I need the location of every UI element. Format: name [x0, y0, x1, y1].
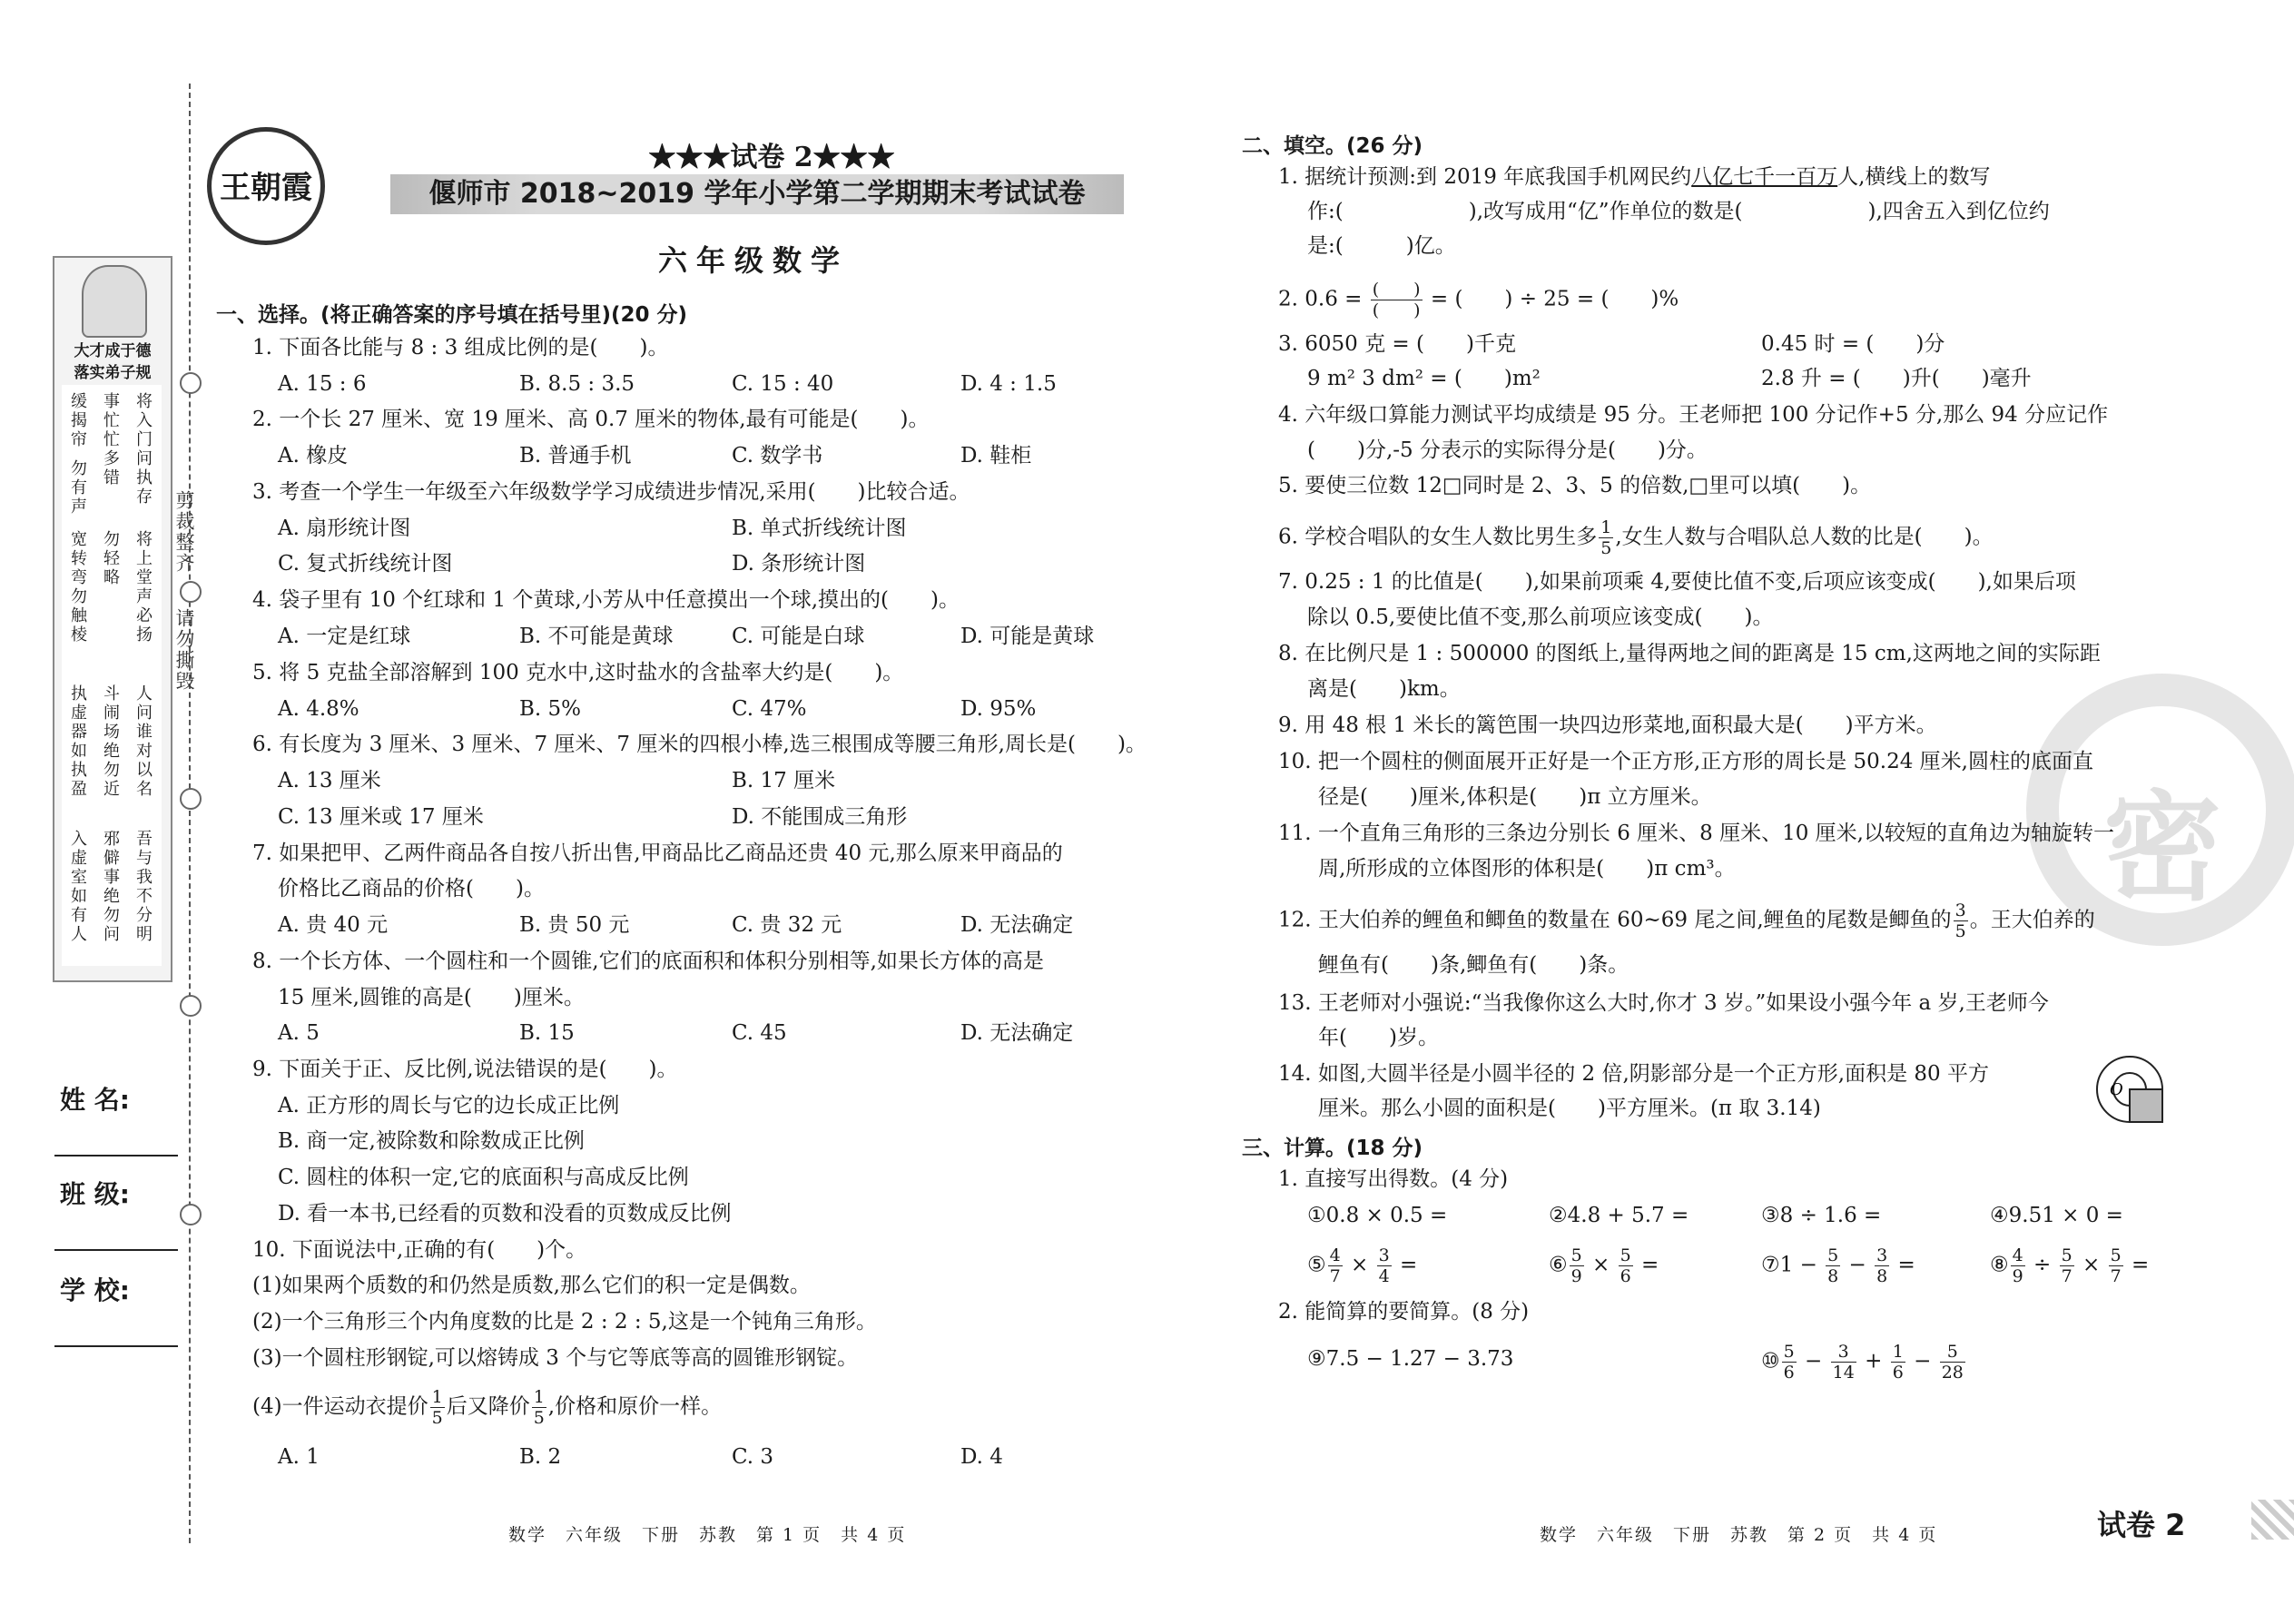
question-10-item: (4)一件运动衣提价 $\frac{1}{5}$ 后又降价 $\frac{1}{5}$ ,价格和原价一样。	[252, 1387, 723, 1428]
option-d: D. 不能围成三角形	[732, 805, 908, 829]
school-field[interactable]	[54, 1345, 178, 1347]
fill-7-cont: 除以 0.5,要使比值不变,那么前项应该变成( )。	[1307, 605, 1774, 629]
section3-heading: 三、计算。(18 分)	[1242, 1137, 1423, 1160]
quote-column: 将上堂声必扬	[133, 530, 153, 645]
option-b: B. 15	[519, 1021, 575, 1045]
option-a: A. 贵 40 元	[278, 913, 389, 937]
calc-item: ②4.8 + 5.7 =	[1549, 1204, 1689, 1227]
binding-note: 请勿撕毁	[173, 608, 195, 692]
quote-column: 斗闹场绝勿近	[101, 684, 120, 799]
question-10-item: (1)如果两个质数的和仍然是质数,那么它们的积一定是偶数。	[252, 1274, 811, 1297]
name-label: 姓 名:	[60, 1085, 130, 1115]
option-c: C. 3	[732, 1445, 774, 1469]
option-b: B. 8.5 : 3.5	[519, 372, 635, 396]
question-8: 8. 一个长方体、一个圆柱和一个圆锥,它们的底面积和体积分别相等,如果长方体的高是	[252, 950, 1044, 973]
option-c: C. 45	[732, 1021, 787, 1045]
option-c: C. 47%	[732, 697, 807, 721]
option-c: C. 圆柱的体积一定,它的底面积与高成反比例	[278, 1166, 689, 1189]
paper-label-footer: 试卷 2	[2097, 1508, 2186, 1542]
fill-8: 8. 在比例尺是 1 : 500000 的图纸上,量得两地之间的距离是 15 cm,这两地之间的实际距	[1278, 642, 2101, 665]
question-10-item: (3)一个圆柱形钢锭,可以熔铸成 3 个与它等底等高的圆锥形钢锭。	[252, 1346, 859, 1370]
option-c: C. 15 : 40	[732, 372, 834, 396]
option-d: D. 可能是黄球	[960, 625, 1095, 648]
option-d: D. 鞋柜	[960, 444, 1032, 468]
confidential-stamp: 密	[2026, 674, 2294, 946]
option-d: D. 4 : 1.5	[960, 372, 1057, 396]
fill-3: 3. 6050 克 = ( )千克	[1278, 332, 1516, 356]
quote-column: 吾与我不分明	[133, 830, 153, 944]
fill-14-cont: 厘米。那么小圆的面积是( )平方厘米。(π 取 3.14)	[1318, 1097, 1821, 1120]
page-footer: 数学 六年级 下册 苏教 第 1 页 共 4 页	[508, 1525, 907, 1545]
question-4: 4. 袋子里有 10 个红球和 1 个黄球,小芳从中任意摸出一个球,摸出的( )。	[252, 588, 960, 612]
option-b: B. 贵 50 元	[519, 913, 630, 937]
fraction: $\frac{1}{5}$	[533, 1387, 545, 1428]
fraction: $\frac{3}{5}$	[1954, 901, 1966, 941]
question-10-item: (2)一个三角形三个内角度数的比是 2 : 2 : 5,这是一个钝角三角形。	[252, 1310, 877, 1334]
quote-column: 勿轻略	[101, 530, 120, 587]
option-b: B. 商一定,被除数和除数成正比例	[278, 1129, 585, 1153]
option-c: C. 贵 32 元	[732, 913, 842, 937]
fill-2: 2. 0.6 = $\frac{( )}{( )}$ = ( ) ÷ 25 = ( )%	[1278, 280, 1679, 320]
scholar-illustration	[82, 265, 147, 338]
calc-item: ⑨7.5 − 1.27 − 3.73	[1307, 1347, 1514, 1371]
option-d: D. 95%	[960, 697, 1037, 721]
fill-11: 11. 一个直角三角形的三条边分别长 6 厘米、8 厘米、10 厘米,以较短的直角边为轴旋转一	[1278, 822, 2114, 845]
fill-3: 0.45 时 = ( )分	[1761, 332, 1945, 356]
option-a: A. 4.8%	[278, 697, 359, 721]
question-1: 1. 下面各比能与 8 : 3 组成比例的是( )。	[252, 336, 669, 359]
calc-item: ⑥ $\frac{5}{9}$ × $\frac{5}{6}$ =	[1549, 1245, 1659, 1286]
figure-center-label: O	[2110, 1080, 2123, 1099]
fill-7: 7. 0.25 : 1 的比值是( ),如果前项乘 4,要使比值不变,后项应该变成( ),如果后项	[1278, 570, 2076, 594]
calc-item: ⑧ $\frac{4}{9}$ ÷ $\frac{5}{7}$ × $\frac{5}{7}$ =	[1990, 1245, 2150, 1286]
option-a: A. 正方形的周长与它的边长成正比例	[278, 1094, 620, 1117]
option-b: B. 5%	[519, 697, 582, 721]
binding-line	[189, 84, 191, 1543]
fill-8-cont: 离是( )km。	[1307, 677, 1461, 701]
fill-9: 9. 用 48 根 1 米长的篱笆围一块四边形菜地,面积最大是( )平方米。	[1278, 714, 1937, 737]
option-b: B. 单式折线统计图	[732, 517, 907, 540]
fraction: $\frac{1}{5}$	[1600, 517, 1612, 558]
question-8-cont: 15 厘米,圆锥的高是( )厘米。	[278, 986, 585, 1009]
quote-title: 大才成于德	[74, 342, 152, 360]
circle-square-figure	[2093, 1051, 2171, 1129]
calc-item: ④9.51 × 0 =	[1990, 1204, 2123, 1227]
fraction: $\frac{1}{5}$	[431, 1387, 443, 1428]
fill-5: 5. 要使三位数 12□同时是 2、3、5 的倍数,□里可以填( )。	[1278, 474, 1872, 497]
name-field[interactable]	[54, 1155, 178, 1156]
option-a: A. 15 : 6	[278, 372, 367, 396]
fill-4-cont: ( )分,-5 分表示的实际得分是( )分。	[1307, 438, 1708, 462]
fill-6: 6. 学校合唱队的女生人数比男生多 $\frac{1}{5}$ ,女生人数与合唱队总人数的比是( )。	[1278, 517, 1994, 558]
fill-13-cont: 年( )岁。	[1318, 1026, 1439, 1049]
quote-column: 入虚室如有人	[68, 830, 87, 944]
fill-1-cont: 作:( ),改写成用“亿”作单位的数是( ),四舍五入到亿位约	[1307, 200, 2050, 223]
fill-3: 9 m² 3 dm² = ( )m²	[1307, 367, 1541, 390]
class-field[interactable]	[54, 1249, 178, 1251]
calc-item: ⑩ $\frac{5}{6}$ − $\frac{3}{14}$ + $\frac{1}{6}$ − $\frac{5}{28}$	[1761, 1342, 1964, 1383]
calc-1-heading: 1. 直接写出得数。(4 分)	[1278, 1167, 1509, 1191]
question-10: 10. 下面说法中,正确的有( )个。	[252, 1238, 587, 1262]
option-a: A. 橡皮	[278, 444, 349, 468]
quote-column: 执虚器如执盈	[68, 684, 87, 799]
option-a: A. 扇形统计图	[278, 517, 411, 540]
option-c: C. 13 厘米或 17 厘米	[278, 805, 484, 829]
option-c: C. 可能是白球	[732, 625, 865, 648]
option-c: C. 复式折线统计图	[278, 552, 453, 576]
section2-heading: 二、填空。(26 分)	[1242, 134, 1423, 158]
fill-10: 10. 把一个圆柱的侧面展开正好是一个正方形,正方形的周长是 50.24 厘米,圆柱的底面直	[1278, 750, 2093, 773]
option-b: B. 普通手机	[519, 444, 632, 468]
fill-13: 13. 王老师对小强说:“当我像你这么大时,你才 3 岁。”如果设小强今年 a 岁,王老师今	[1278, 991, 2049, 1015]
calc-item: ⑦1 − $\frac{5}{8}$ − $\frac{3}{8}$ =	[1761, 1245, 1915, 1286]
binding-note: 剪裁整齐	[173, 490, 195, 574]
calc-2-heading: 2. 能简算的要简算。(8 分)	[1278, 1300, 1530, 1324]
question-5: 5. 将 5 克盐全部溶解到 100 克水中,这时盐水的含盐率大约是( )。	[252, 661, 904, 684]
fill-14: 14. 如图,大圆半径是小圆半径的 2 倍,阴影部分是一个正方形,面积是 80 平方	[1278, 1062, 1989, 1086]
binding-hole	[180, 581, 202, 603]
quote-title: 落实弟子规	[74, 364, 152, 382]
quote-column: 邪僻事绝勿问	[101, 830, 120, 944]
quote-column: 勿有声	[68, 459, 87, 517]
question-9: 9. 下面关于正、反比例,说法错误的是( )。	[252, 1058, 678, 1081]
option-d: D. 条形统计图	[732, 552, 866, 576]
section1-heading: 一、选择。(将正确答案的序号填在括号里)(20 分)	[216, 303, 688, 327]
question-7: 7. 如果把甲、乙两件商品各自按八折出售,甲商品比乙商品还贵 40 元,那么原来甲商品的	[252, 842, 1063, 865]
binding-hole	[180, 788, 202, 810]
page-subtitle: 六年级数学	[657, 243, 849, 278]
fill-12: 12. 王大伯养的鲤鱼和鲫鱼的数量在 60~69 尾之间,鲤鱼的尾数是鲫鱼的 $\frac{3}{5}$ 。王大伯养的	[1278, 901, 2095, 941]
quote-column: 事忙忙多错	[101, 392, 120, 487]
fill-4: 4. 六年级口算能力测试平均成绩是 95 分。王老师把 100 分记作+5 分,那么 94 分应记作	[1278, 403, 2109, 427]
option-c: C. 数学书	[732, 444, 823, 468]
quote-column: 将入门问执存	[133, 392, 153, 507]
publisher-logo: 王朝霞	[207, 127, 325, 245]
question-6: 6. 有长度为 3 厘米、3 厘米、7 厘米、7 厘米的四根小棒,选三根围成等腰三角形,周长是( )。	[252, 733, 1147, 756]
calc-item: ①0.8 × 0.5 =	[1307, 1204, 1448, 1227]
question-3: 3. 考查一个学生一年级至六年级数学学习成绩进步情况,采用( )比较合适。	[252, 480, 970, 504]
fill-1-cont: 是:( )亿。	[1307, 234, 1456, 258]
option-b: B. 2	[519, 1445, 562, 1469]
fill-11-cont: 周,所形成的立体图形的体积是( )π cm³。	[1318, 857, 1736, 881]
quote-box	[53, 256, 172, 982]
paper-label: ★★★试卷 2★★★	[648, 142, 895, 173]
question-7-cont: 价格比乙商品的价格( )。	[278, 877, 545, 901]
fill-1: 1. 据统计预测:到 2019 年底我国手机网民约八亿七千一百万人,横线上的数写	[1278, 165, 1991, 189]
fill-10-cont: 径是( )厘米,体积是( )π 立方厘米。	[1318, 785, 1712, 809]
fill-3: 2.8 升 = ( )升( )毫升	[1761, 367, 2032, 390]
quote-column: 宽转弯勿触棱	[68, 530, 87, 645]
option-d: D. 看一本书,已经看的页数和没看的页数成反比例	[278, 1202, 732, 1225]
option-d: D. 无法确定	[960, 1021, 1074, 1045]
option-a: A. 5	[278, 1021, 320, 1045]
class-label: 班 级:	[60, 1179, 130, 1209]
corner-pattern	[2251, 1500, 2294, 1540]
option-d: D. 无法确定	[960, 913, 1074, 937]
option-b: B. 17 厘米	[732, 769, 836, 792]
binding-hole	[180, 995, 202, 1017]
question-2: 2. 一个长 27 厘米、宽 19 厘米、高 0.7 厘米的物体,最有可能是( )。	[252, 408, 930, 431]
quote-column: 人问谁对以名	[133, 684, 153, 799]
option-a: A. 一定是红球	[278, 625, 411, 648]
page-footer: 数学 六年级 下册 苏教 第 2 页 共 4 页	[1540, 1525, 1938, 1545]
binding-hole	[180, 1204, 202, 1225]
calc-item: ⑤ $\frac{4}{7}$ × $\frac{3}{4}$ =	[1307, 1245, 1418, 1286]
option-b: B. 不可能是黄球	[519, 625, 674, 648]
school-label: 学 校:	[60, 1275, 130, 1305]
fraction-blank: $\frac{( )}{( )}$	[1372, 280, 1421, 320]
binding-hole	[180, 372, 202, 394]
option-d: D. 4	[960, 1445, 1003, 1469]
option-a: A. 1	[278, 1445, 320, 1469]
option-a: A. 13 厘米	[278, 769, 381, 792]
page-title: 偃师市 2018~2019 学年小学第二学期期末考试试卷	[428, 178, 1086, 210]
quote-column: 缓揭帘	[68, 392, 87, 449]
calc-item: ③8 ÷ 1.6 =	[1761, 1204, 1882, 1227]
fill-12-cont: 鲤鱼有( )条,鲫鱼有( )条。	[1318, 953, 1629, 977]
